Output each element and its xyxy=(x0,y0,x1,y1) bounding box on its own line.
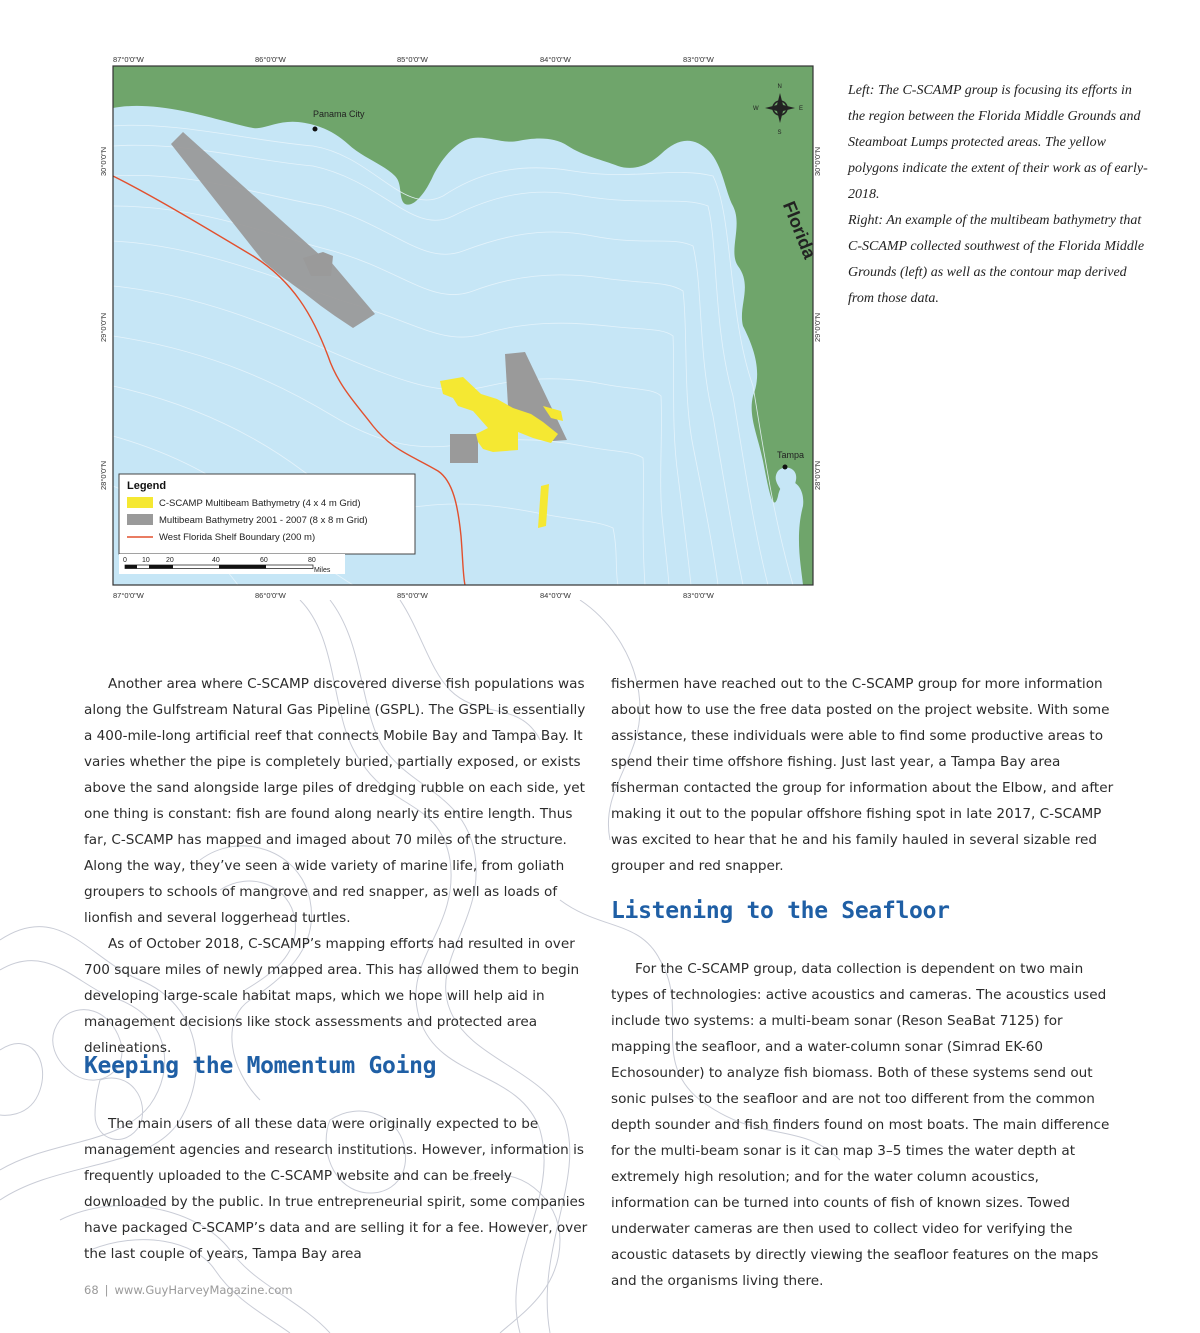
paragraph: The main users of all these data were originally expected to be management agencies and research institutions. However, information is frequently uploaded to the C-SCAMP website and can be freely downloaded by the public. In true entrepreneurial spirit, some companies have packaged C-SCAMP’s data and are selling it for a fee. However, over the last couple of years, Tampa Bay area xyxy=(84,1116,588,1262)
lat-label-right: 30°0'0"N xyxy=(813,146,822,176)
lon-label-bottom: 84°0'0"W xyxy=(540,591,571,600)
lon-label-top: 86°0'0"W xyxy=(255,55,286,64)
article-right-column xyxy=(611,671,1121,879)
lon-label-bottom: 87°0'0"W xyxy=(113,591,144,600)
lon-label-bottom: 83°0'0"W xyxy=(683,591,714,600)
paragraph: As of October 2018, C-SCAMP’s mapping efforts had resulted in over 700 square miles of newly mapped area. This has allowed them to begin developing large-scale habitat maps, which we hope will help aid in management decisions like stock assessments and protected area delineations. xyxy=(84,936,580,1056)
legend-item: Multibeam Bathymetry 2001 - 2007 (8 x 8 m Grid) xyxy=(159,515,368,526)
section-heading-seafloor: Listening to the Seafloor xyxy=(611,898,950,924)
section-heading-momentum: Keeping the Momentum Going xyxy=(84,1053,437,1079)
lat-label-right: 29°0'0"N xyxy=(813,312,822,342)
panama-city-dot xyxy=(313,127,318,132)
lon-label-bottom: 85°0'0"W xyxy=(397,591,428,600)
scale-tick: 0 xyxy=(123,557,127,564)
lon-label-top: 85°0'0"W xyxy=(397,55,428,64)
florida-label: Florida xyxy=(778,198,820,262)
paragraph: Another area where C-SCAMP discovered diverse fish populations was along the Gulfstream Natural Gas Pipeline (GSPL). The GSPL is essentially a 400-mile-long artificial reef that connects Mobile Bay and Tampa Bay. It varies whether the pipe is completely buried, partially exposed, or exists above the sand alongside large piles of dredging rubble on each side, yet one thing is constant: fish are found along nearly its entire length. Thus far, C-SCAMP has mapped and imaged about 70 miles of the structure. Along the way, they’ve seen a wide variety of marine life, from goliath groupers to schools of mangrove and red snapper, as well as loads of lionfish and several loggerhead turtles. xyxy=(84,676,586,926)
article-right-column-2 xyxy=(611,956,1121,1294)
compass-e: E xyxy=(799,106,804,112)
lon-label-bottom: 86°0'0"W xyxy=(255,591,286,600)
map-legend xyxy=(119,474,415,554)
article-left-column xyxy=(84,671,594,1061)
lon-label-top: 87°0'0"W xyxy=(113,55,144,64)
lat-label-left: 29°0'0"N xyxy=(99,312,108,342)
scale-tick: 10 xyxy=(142,557,150,564)
lat-label-right: 28°0'0"N xyxy=(813,460,822,490)
compass-n: N xyxy=(777,84,782,90)
compass-w: W xyxy=(753,106,759,112)
gray-survey-area xyxy=(450,434,478,463)
caption-right: Right: An example of the multibeam bathymetry that C-SCAMP collected southwest of the Florida Middle Grounds (left) as well as the contour map derived from those data. xyxy=(848,213,1145,306)
scale-tick: 60 xyxy=(260,557,268,564)
lon-label-top: 84°0'0"W xyxy=(540,55,571,64)
compass-s: S xyxy=(777,130,782,136)
lat-label-left: 28°0'0"N xyxy=(99,460,108,490)
scale-tick: 80 xyxy=(308,557,316,564)
gulf-map xyxy=(85,52,845,604)
scale-bar xyxy=(119,554,345,574)
scale-unit: Miles xyxy=(314,567,331,574)
legend-title: Legend xyxy=(127,480,167,492)
tampa-dot xyxy=(783,465,788,470)
scale-tick: 20 xyxy=(166,557,174,564)
tampa-label: Tampa xyxy=(777,450,805,460)
lon-label-top: 83°0'0"W xyxy=(683,55,714,64)
website-link[interactable]: www.GuyHarveyMagazine.com xyxy=(114,1283,293,1297)
lat-label-left: 30°0'0"N xyxy=(99,146,108,176)
paragraph: fishermen have reached out to the C-SCAMP group for more information about how to use the free data posted on the project website. With some assistance, these individuals were able to find some productive areas to spend their time offshore fishing. Just last year, a Tampa Bay area fisherman contacted the group for information about the Elbow, and after making it out to the popular offshore fishing spot in late 2017, C-SCAMP was excited to hear that he and his family hauled in several sizable red grouper and red snapper. xyxy=(611,676,1114,874)
legend-swatch-yellow xyxy=(127,497,153,508)
page-number: 68 xyxy=(84,1283,99,1297)
paragraph: For the C-SCAMP group, data collection is dependent on two main types of technologies: active acoustics and cameras. The acoustics used include two systems: a multi-beam sonar (Reson SeaBat 7125) for mapping the seafloor, and a water-column sonar (Simrad EK-60 Echosounder) to analyze fish biomass. Both of these systems send out sonic pulses to the seafloor and are not too different from the common depth sounder and fish finders found on most boats. The main difference for the multi-beam sonar is it can map 3–5 times the water depth at extremely high resolution; and for the water column acoustics, information can be turned into counts of fish of known sizes. Towed underwater cameras are then used to collect video for verifying the acoustic datasets by directly viewing the seafloor features on the maps and the organisms living there. xyxy=(611,961,1110,1289)
panama-city-label: Panama City xyxy=(313,109,365,119)
legend-swatch-gray xyxy=(127,514,153,525)
scale-tick: 40 xyxy=(212,557,220,564)
gulf-map-figure xyxy=(85,52,845,604)
caption-left: Left: The C-SCAMP group is focusing its efforts in the region between the Florida Middle Grounds and Steamboat Lumps protected areas. The yellow polygons indicate the extent of their work as of early-2018. xyxy=(848,83,1148,202)
legend-item: West Florida Shelf Boundary (200 m) xyxy=(159,532,316,543)
page-footer xyxy=(84,1283,299,1297)
legend-item: C-SCAMP Multibeam Bathymetry (4 x 4 m Grid) xyxy=(159,498,361,509)
footer-separator: | xyxy=(104,1283,109,1297)
article-left-column-2 xyxy=(84,1111,594,1267)
figure-caption xyxy=(848,78,1148,312)
